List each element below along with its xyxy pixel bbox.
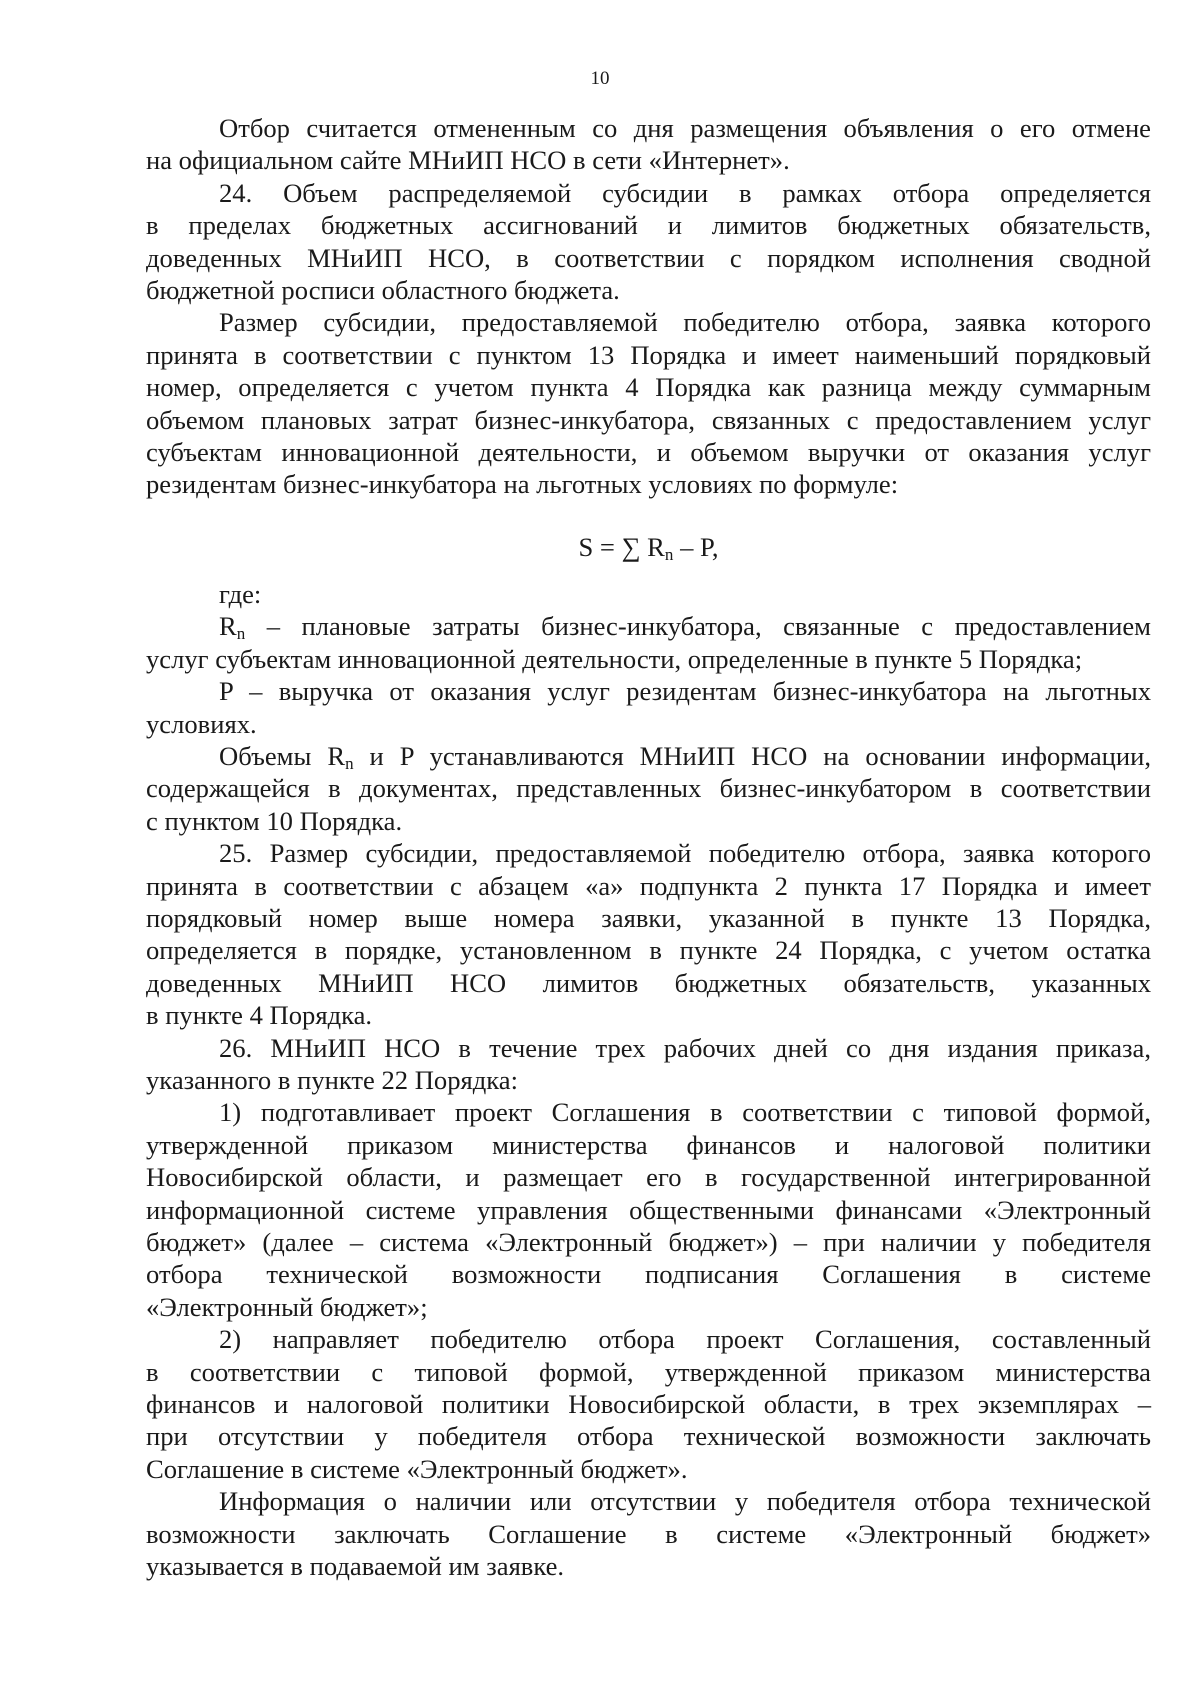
paragraph-line: содержащейся в документах, представленных бизнес-инкубатором в соответствии bbox=[146, 773, 1151, 804]
clause-25-line: определяется в порядке, установленном в пункте 24 Порядка, с учетом остатка bbox=[146, 935, 1151, 966]
definition-subscript: n bbox=[236, 624, 246, 644]
subclause-2-line: Соглашение в системе «Электронный бюджет». bbox=[146, 1453, 688, 1484]
volumes-text: и P устанавливаются МНиИП НСО на основании информации, bbox=[353, 740, 1151, 771]
clause-26-line: 26. МНиИП НСО в течение трех рабочих дней со дня издания приказа, bbox=[219, 1032, 1151, 1063]
subclause-1-line: Новосибирской области, и размещает его в государственной интегрированной bbox=[146, 1162, 1151, 1193]
subclause-2-line: финансов и налоговой политики Новосибирской области, в трех экземплярах – bbox=[146, 1389, 1151, 1420]
clause-25-line: принята в соответствии с абзацем «а» подпункта 2 пункта 17 Порядка и имеет bbox=[146, 870, 1151, 901]
subclause-2-line: в соответствии с типовой формой, утвержденной приказом министерства bbox=[146, 1356, 1151, 1387]
definition-symbol: R bbox=[219, 611, 237, 642]
paragraph-line: объемом плановых затрат бизнес-инкубатора, связанных с предоставлением услуг bbox=[146, 404, 1151, 435]
subclause-2-line: при отсутствии у победителя отбора технической возможности заключать bbox=[146, 1421, 1151, 1452]
formula-left: S = ∑ R bbox=[578, 531, 665, 562]
paragraph-line: на официальном сайте МНиИП НСО в сети «Интернет». bbox=[146, 145, 790, 176]
clause-25-line: 25. Размер субсидии, предоставляемой победителю отбора, заявка которого bbox=[219, 838, 1151, 869]
clause-24-line: 24. Объем распределяемой субсидии в рамках отбора определяется bbox=[219, 177, 1151, 208]
paragraph-line: Отбор считается отмененным со дня размещения объявления о его отмене bbox=[219, 113, 1151, 143]
definition-line bbox=[146, 610, 1151, 642]
clause-25-line: доведенных МНиИП НСО лимитов бюджетных обязательств, указанных bbox=[146, 967, 1151, 998]
where-label: где: bbox=[219, 578, 262, 609]
definition-text: – плановые затраты бизнес-инкубатора, связанные с предоставлением bbox=[245, 611, 1151, 642]
document-body bbox=[146, 112, 1151, 1582]
subsidy-formula bbox=[146, 530, 1151, 564]
paragraph-line: номер, определяется с учетом пункта 4 Порядка как разница между суммарным bbox=[146, 372, 1151, 403]
subclause-1-line: бюджет» (далее – система «Электронный бюджет») – при наличии у победителя bbox=[146, 1227, 1151, 1257]
clause-24-line: бюджетной росписи областного бюджета. bbox=[146, 275, 620, 306]
paragraph-line: возможности заключать Соглашение в системе «Электронный бюджет» bbox=[146, 1518, 1151, 1549]
volumes-subscript: n bbox=[345, 753, 354, 773]
clause-26-line: указанного в пункте 22 Порядка: bbox=[146, 1064, 519, 1095]
paragraph-line: Информация о наличии или отсутствии у победителя отбора технической bbox=[219, 1486, 1151, 1517]
definition-line: P – выручка от оказания услуг резидентам бизнес-инкубатора на льготных bbox=[219, 676, 1151, 707]
subclause-1-line: «Электронный бюджет»; bbox=[146, 1291, 428, 1322]
definition-line: условиях. bbox=[146, 708, 257, 739]
paragraph-line: с пунктом 10 Порядка. bbox=[146, 805, 403, 836]
volumes-prefix: Объемы R bbox=[219, 740, 346, 771]
clause-24-line: в пределах бюджетных ассигнований и лимитов бюджетных обязательств, bbox=[146, 210, 1151, 241]
paragraph-line: резидентам бизнес-инкубатора на льготных условиях по формуле: bbox=[146, 469, 899, 500]
clause-24-line: доведенных МНиИП НСО, в соответствии с порядком исполнения сводной bbox=[146, 242, 1151, 273]
paragraph-line: субъектам инновационной деятельности, и объемом выручки от оказания услуг bbox=[146, 437, 1151, 468]
subclause-1-line: информационной системе управления общественными финансами «Электронный bbox=[146, 1194, 1151, 1225]
paragraph-line bbox=[146, 740, 1151, 772]
paragraph-line: указывается в подаваемой им заявке. bbox=[146, 1551, 565, 1582]
page-number: 10 bbox=[590, 68, 610, 89]
subclause-1-line: отбора технической возможности подписания Соглашения в системе bbox=[146, 1259, 1151, 1290]
subclause-2-line: 2) направляет победителю отбора проект Соглашения, составленный bbox=[219, 1324, 1151, 1355]
clause-25-line: порядковый номер выше номера заявки, указанной в пункте 13 Порядка, bbox=[146, 902, 1151, 933]
subclause-1-line: утвержденной приказом министерства финансов и налоговой политики bbox=[146, 1129, 1151, 1160]
paragraph-line: Размер субсидии, предоставляемой победителю отбора, заявка которого bbox=[219, 307, 1151, 338]
paragraph-line: принята в соответствии с пунктом 13 Порядка и имеет наименьший порядковый bbox=[146, 339, 1151, 370]
definition-line: услуг субъектам инновационной деятельности, определенные в пункте 5 Порядка; bbox=[146, 643, 1083, 674]
formula-right: – P, bbox=[673, 531, 719, 562]
formula-subscript: n bbox=[664, 544, 674, 564]
subclause-1-line: 1) подготавливает проект Соглашения в соответствии с типовой формой, bbox=[219, 1097, 1151, 1128]
clause-25-line: в пункте 4 Порядка. bbox=[146, 1000, 373, 1031]
